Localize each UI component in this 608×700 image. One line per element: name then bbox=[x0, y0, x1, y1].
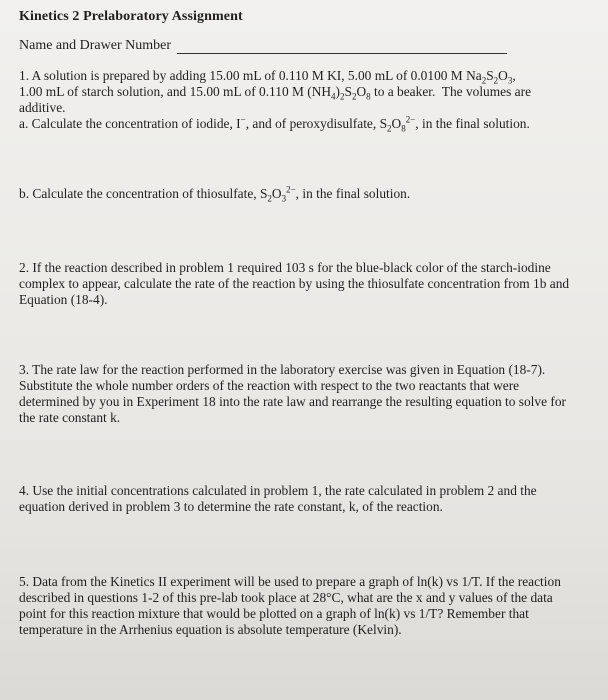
question-2-text: If the reaction described in problem 1 required 103 s for the blue-black color of the starch-iodine complex to appear, calculate the rate of the reaction by using the thiosulfate concentration from 1b and Equation (18-4). bbox=[19, 260, 570, 307]
part-b-text-2: , in the final solution. bbox=[295, 186, 411, 201]
part-label: b. bbox=[19, 186, 30, 201]
question-5 bbox=[19, 574, 575, 638]
question-number: 2. bbox=[19, 260, 30, 275]
part-a-text-3: , in the final solution. bbox=[415, 116, 530, 131]
name-field-row bbox=[19, 38, 519, 54]
question-5-text: Data from the Kinetics II experiment will be used to prepare a graph of ln(k) vs 1/T. If the reaction described in questions 1-2 of this pre-lab took place at 28°C, what are the x and y values of the data point for this reaction mixture that would be plotted on a graph of ln(k) vs 1/T? Remember that temperature in the Arrhenius equation is absolute temperature (Kelvin). bbox=[19, 574, 561, 637]
question-number: 4. bbox=[19, 483, 30, 498]
question-number: 1. bbox=[19, 68, 30, 83]
question-3-text: The rate law for the reaction performed in the laboratory exercise was given in Equation (18-7). Substitute the whole number orders of the reaction with respect to the two reactants that were determined by you in Experiment 18 into the rate law and rearrange the resulting equation to solve for the rate constant k. bbox=[19, 362, 566, 425]
part-label: a. bbox=[19, 116, 29, 131]
name-label: Name and Drawer Number bbox=[19, 38, 171, 53]
question-1-line-2: 1.00 mL of starch solution, and 15.00 mL of 0.110 M $(NH_4)_2S_2O_8$ to a beaker. The volumes are bbox=[19, 84, 532, 102]
question-1-text-2: 1.00 mL of starch solution, and 15.00 mL of 0.110 M (NH bbox=[19, 84, 332, 99]
question-1b: b. Calculate the concentration of thiosulfate, $S_2O_3^{2-}$, in the final solution. bbox=[19, 184, 411, 204]
question-2 bbox=[19, 260, 575, 308]
part-a-text-2: , and of peroxydisulfate, S bbox=[245, 116, 388, 131]
question-number: 5. bbox=[19, 574, 30, 589]
question-1 bbox=[19, 68, 575, 132]
question-3 bbox=[19, 362, 575, 426]
question-1-text-1: A solution is prepared by adding 15.00 mL of 0.110 M KI, 5.00 mL of 0.0100 M Na bbox=[31, 68, 482, 83]
question-1-line-3: additive. bbox=[19, 100, 66, 115]
part-b-text-1: Calculate the concentration of thiosulfate, S bbox=[32, 186, 268, 201]
question-1-line-1: 1. A solution is prepared by adding 15.00 mL of 0.110 M KI, 5.00 mL of 0.0100 M $Na_2S_2O_3$, bbox=[19, 68, 516, 86]
part-a-text-1: Calculate the concentration of iodide, I bbox=[31, 116, 241, 131]
question-4-text: Use the initial concentrations calculated in problem 1, the rate calculated in problem 2 and the equation derived in problem 3 to determine the rate constant, k, of the reaction. bbox=[19, 483, 537, 514]
question-1a: a. Calculate the concentration of iodide, I−, and of peroxydisulfate, $S_2O_8^{2-}$, in the final solution. bbox=[19, 114, 530, 134]
name-blank-line[interactable] bbox=[177, 53, 507, 54]
question-number: 3. bbox=[19, 362, 30, 377]
page-title: Kinetics 2 Prelaboratory Assignment bbox=[19, 9, 243, 24]
question-4 bbox=[19, 483, 575, 515]
